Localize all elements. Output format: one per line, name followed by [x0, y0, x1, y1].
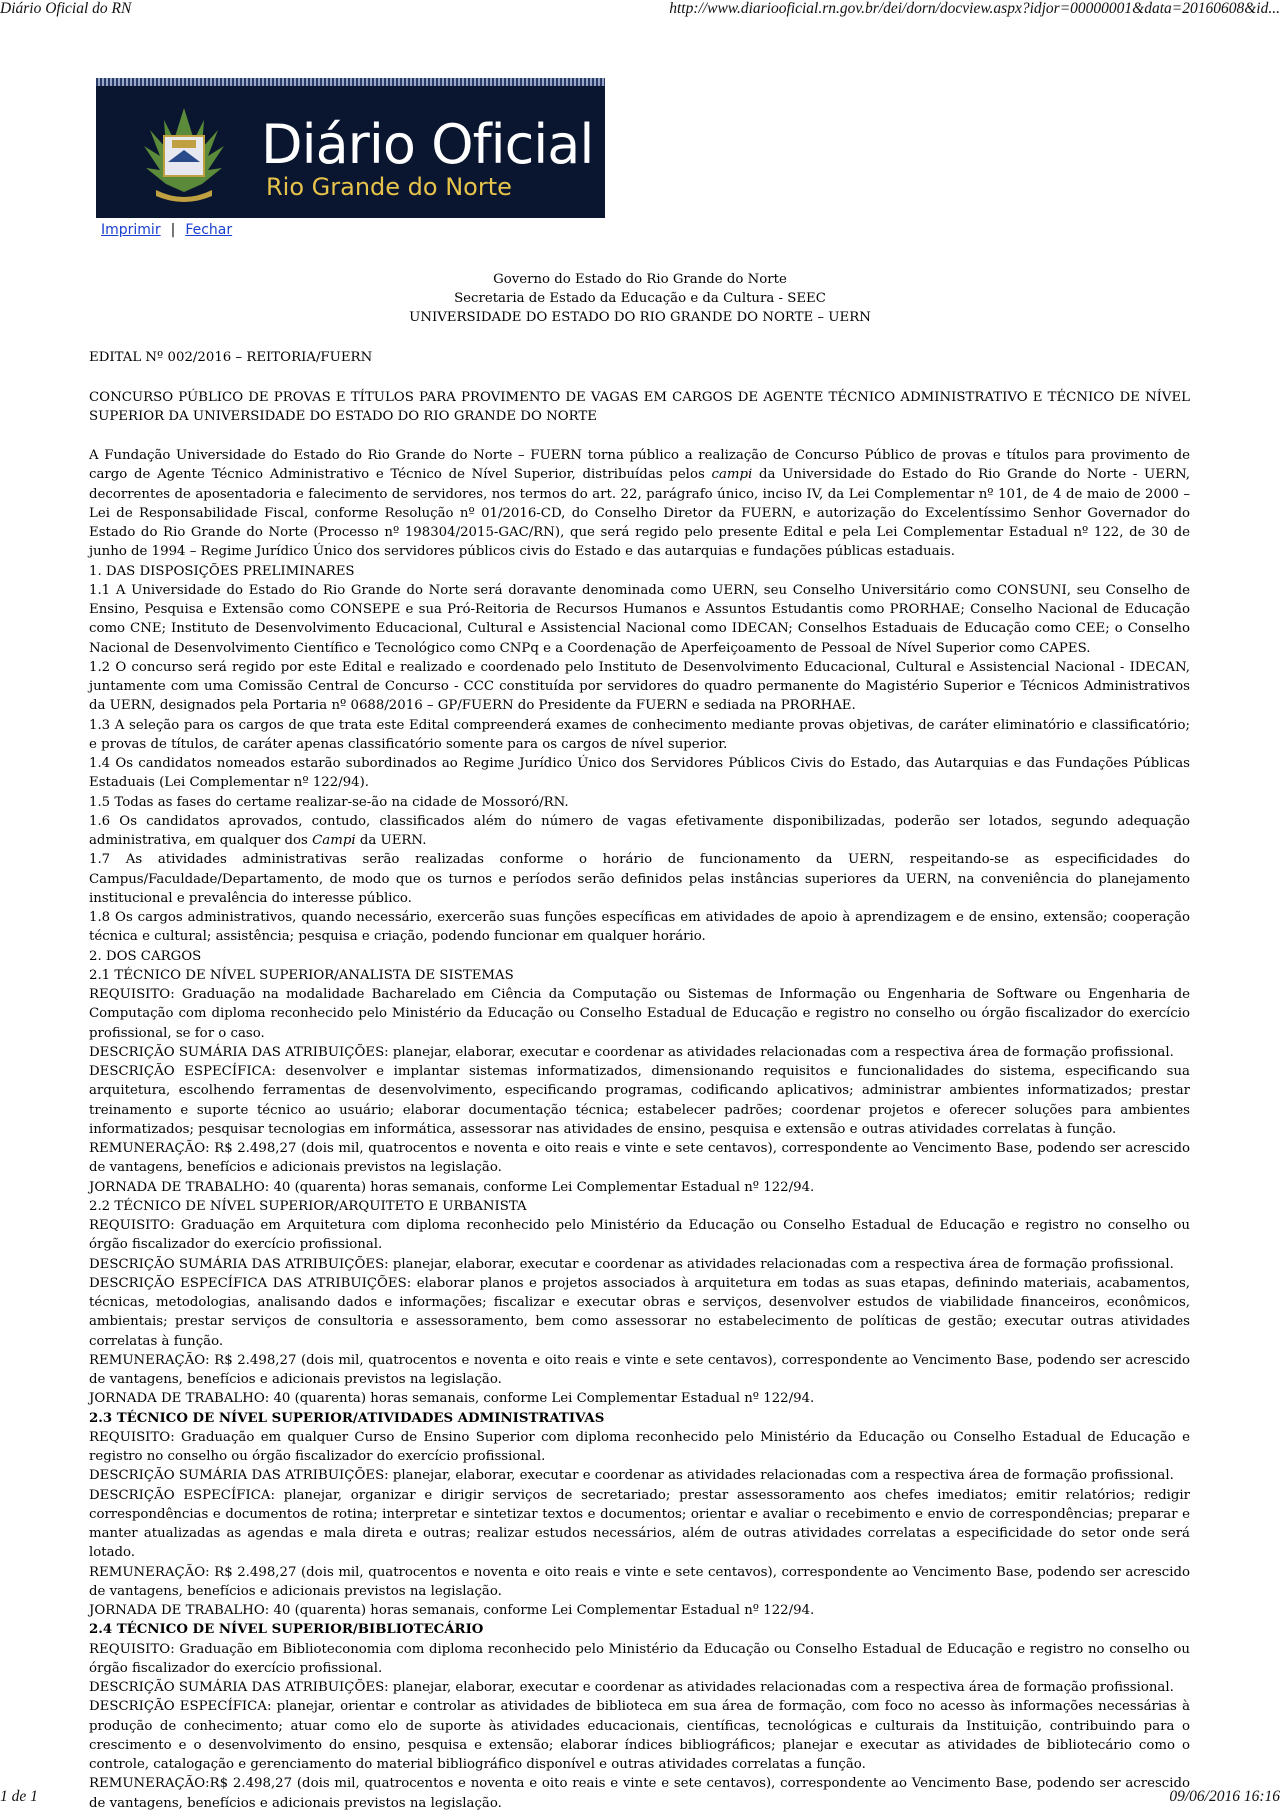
document-body: [89, 446, 1190, 1813]
print-header-title: Diário Oficial do RN: [0, 0, 132, 17]
cargo-2-4-requisito: REQUISITO: Graduação em Biblioteconomia com diploma reconhecido pelo Ministério da Educação ou Conselho Estadual de Educação e registro no conselho ou órgão fiscalizador do exercício profissional.: [89, 1641, 1190, 1676]
cargo-2-1-title: 2.1 TÉCNICO DE NÍVEL SUPERIOR/ANALISTA DE SISTEMAS: [89, 967, 514, 983]
cargo-2-2-requisito: REQUISITO: Graduação em Arquitetura com diploma reconhecido pelo Ministério da Educação ou Conselho Estadual de Educação e registro no conselho ou órgão fiscalizador do exercício profissional.: [89, 1218, 1190, 1253]
print-footer: [0, 1788, 1280, 1808]
edital-number: EDITAL Nº 002/2016 – REITORIA/FUERN: [89, 350, 373, 365]
header-university: UNIVERSIDADE DO ESTADO DO RIO GRANDE DO NORTE – UERN: [409, 310, 871, 325]
diario-oficial-banner: [96, 78, 605, 218]
banner-title: Diário Oficial: [261, 113, 594, 176]
cargo-2-3-requisito: REQUISITO: Graduação em qualquer Curso de Ensino Superior com diploma reconhecido pelo Ministério da Educação ou Conselho Estadual de Educação e registro no conselho ou órgão fiscalizador do exercício profissional.: [89, 1429, 1190, 1464]
cargo-2-3-title: 2.3 TÉCNICO DE NÍVEL SUPERIOR/ATIVIDADES ADMINISTRATIVAS: [89, 1410, 605, 1426]
state-crest-icon: [126, 100, 242, 210]
print-link[interactable]: Imprimir: [101, 222, 161, 238]
page-count: 1 de 1: [0, 1788, 38, 1805]
cargo-2-3-especifica: DESCRIÇÃO ESPECÍFICA: planejar, organizar e dirigir serviços de secretariado; prestar assessoramento aos chefes imediatos; emitir relatórios; redigir correspondências e documentos de rotina; interpretar e sintetizar textos e documentos; orientar e avaliar o recebimento e envio de correspondências; preparar e manter atualizadas as agendas e mala direta e outras; realizar estudos necessários, além de outras atividades correlatas a especificidade do setor onde será lotado.: [89, 1487, 1190, 1561]
print-header-url: http://www.diariooficial.rn.gov.br/dei/dorn/docview.aspx?idjor=00000001&data=20160608&id...: [669, 0, 1280, 17]
section2-title: 2. DOS CARGOS: [89, 948, 202, 964]
print-timestamp: 09/06/2016 16:16: [1169, 1788, 1280, 1805]
close-link[interactable]: Fechar: [185, 222, 233, 238]
top-nav: [101, 222, 232, 238]
document-header: [0, 270, 1280, 327]
cargo-2-4-sumaria: DESCRIÇÃO SUMÁRIA DAS ATRIBUIÇÕES: planejar, elaborar, executar e coordenar as atividades relacionadas com a respectiva área de formação profissional.: [89, 1680, 1174, 1695]
cargo-2-2-remuneracao: REMUNERAÇÃO: R$ 2.498,27 (dois mil, quatrocentos e noventa e oito reais e vinte e sete centavos), correspondente ao Vencimento Base, podendo ser acrescido de vantagens, benefícios e adicionais previstos na legislação.: [89, 1352, 1190, 1387]
item-1-6: 1.6 Os candidatos aprovados, contudo, classificados além do número de vagas efetivamente disponibilizadas, poderão ser lotados, segundo adequação administrativa, em qualquer dos Campi da UERN.: [89, 813, 1190, 848]
cargo-2-2-jornada: JORNADA DE TRABALHO: 40 (quarenta) horas semanais, conforme Lei Complementar Estadual nº 122/94.: [89, 1391, 815, 1407]
cargo-2-2-especifica: DESCRIÇÃO ESPECÍFICA DAS ATRIBUIÇÕES: elaborar planos e projetos associados à arquitetura em todas as suas etapas, definindo materiais, acabamentos, técnicas, metodologias, analisando dados e informações; fiscalizar e executar obras e serviços, desenvolver estudos de viabilidade financeiros, econômicos, ambientais; prestar serviços de consultoria e assessoramento, bem como assessorar no estabelecimento de políticas de gestão; executar outras atividades correlatas à função.: [89, 1275, 1190, 1349]
header-secretariat: Secretaria de Estado da Educação e da Cultura - SEEC: [454, 291, 826, 306]
item-1-2: 1.2 O concurso será regido por este Edital e realizado e coordenado pelo Instituto de Desenvolvimento Educacional, Cultural e Assistencial Nacional - IDECAN, juntamente com uma Comissão Central de Concurso - CCC constituída por servidores do quadro permanente do Magistério Superior e Técnicos Administrativos da UERN, designados pela Portaria nº 0688/2016 – GP/FUERN do Presidente da FUERN e sediada na PRORHAE.: [89, 659, 1190, 714]
item-1-3: 1.3 A seleção para os cargos de que trata este Edital compreenderá exames de conhecimento mediante provas objetivas, de caráter eliminatório e classificatório; e provas de títulos, de caráter apenas classificatório somente para os cargos de nível superior.: [89, 717, 1190, 752]
cargo-2-4-especifica: DESCRIÇÃO ESPECÍFICA: planejar, orientar e controlar as atividades de biblioteca em sua área de formação, com foco no acesso às informações necessárias à produção de conhecimento; atuar como elo de suporte às atividades educacionais, científicas, tecnológicas e culturais da Instituição, contribuindo para o crescimento e o desenvolvimento do ensino, pesquisa e extensão; elaborar índices bibliográficos; planejar e executar as atividades de bibliotecário como o controle, catalogação e gerenciamento do material bibliográfico disponível e outras atividades correlatas a função.: [89, 1699, 1190, 1772]
cargo-2-1-sumaria: DESCRIÇÃO SUMÁRIA DAS ATRIBUIÇÕES: planejar, elaborar, executar e coordenar as atividades relacionadas com a respectiva área de formação profissional.: [89, 1044, 1174, 1060]
header-government: Governo do Estado do Rio Grande do Norte: [493, 272, 787, 287]
cargo-2-1-jornada: JORNADA DE TRABALHO: 40 (quarenta) horas semanais, conforme Lei Complementar Estadual nº 122/94.: [89, 1179, 815, 1195]
item-1-1: 1.1 A Universidade do Estado do Rio Grande do Norte será doravante denominada como UERN, seu Conselho Universitário como CONSUNI, seu Conselho de Ensino, Pesquisa e Extensão como CONSEPE e sua Pró-Reitoria de Recursos Humanos e Assuntos Estudantis como PRORHAE; Conselho Nacional de Educação como CNE; Instituto de Desenvolvimento Educacional, Cultural e Assistencial Nacional como IDECAN; Conselhos Estaduais de Educação como CEE; o Conselho Nacional de Desenvolvimento Científico e Tecnológico como CNPq e a Coordenação de Aperfeiçoamento de Pessoal de Nível Superior como CAPES.: [89, 582, 1190, 656]
concurso-title: CONCURSO PÚBLICO DE PROVAS E TÍTULOS PARA PROVIMENTO DE VAGAS EM CARGOS DE AGENTE TÉCNICO ADMINISTRATIVO E TÉCNICO DE NÍVEL SUPERIOR DA UNIVERSIDADE DO ESTADO DO RIO GRANDE DO NORTE: [89, 390, 1190, 424]
cargo-2-2-title: 2.2 TÉCNICO DE NÍVEL SUPERIOR/ARQUITETO E URBANISTA: [89, 1198, 527, 1214]
banner-stripes: [96, 78, 605, 86]
item-1-5: 1.5 Todas as fases do certame realizar-se-ão na cidade de Mossoró/RN.: [89, 794, 569, 810]
cargo-2-2-sumaria: DESCRIÇÃO SUMÁRIA DAS ATRIBUIÇÕES: planejar, elaborar, executar e coordenar as atividades relacionadas com a respectiva área de formação profissional.: [89, 1256, 1174, 1272]
intro-paragraph: A Fundação Universidade do Estado do Rio Grande do Norte – FUERN torna público a realização de Concurso Público de provas e títulos para provimento de cargo de Agente Técnico Administrativo e Técnico de Nível Superior, distribuídas pelos campi da Universidade do Estado do Rio Grande do Norte - UERN, decorrentes de aposentadoria e falecimento de servidores, nos termos do art. 22, parágrafo único, inciso IV, da Lei Complementar nº 101, de 4 de maio de 2000 – Lei de Responsabilidade Fiscal, conforme Resolução nº 01/2016-CD, do Conselho Diretor da FUERN, e autorização do Excelentíssimo Senhor Governador do Estado do Rio Grande do Norte (Processo nº 198304/2015-GAC/RN), que será regido pelo presente Edital e pela Lei Complementar Estadual nº 122, de 30 de junho de 1994 – Regime Jurídico Único dos servidores públicos civis do Estado e das autarquias e fundações públicas estaduais.: [89, 448, 1190, 560]
cargo-2-3-remuneracao: REMUNERAÇÃO: R$ 2.498,27 (dois mil, quatrocentos e noventa e oito reais e vinte e sete centavos), correspondente ao Vencimento Base, podendo ser acrescido de vantagens, benefícios e adicionais previstos na legislação.: [89, 1564, 1190, 1599]
cargo-2-3-jornada: JORNADA DE TRABALHO: 40 (quarenta) horas semanais, conforme Lei Complementar Estadual nº 122/94.: [89, 1603, 815, 1618]
cargo-2-3-sumaria: DESCRIÇÃO SUMÁRIA DAS ATRIBUIÇÕES: planejar, elaborar, executar e coordenar as atividades relacionadas com a respectiva área de formação profissional.: [89, 1468, 1174, 1484]
cargo-2-4-title: 2.4 TÉCNICO DE NÍVEL SUPERIOR/BIBLIOTECÁRIO: [89, 1622, 484, 1638]
item-1-8: 1.8 Os cargos administrativos, quando necessário, exercerão suas funções específicas em atividades de apoio à aprendizagem e de ensino, extensão; cooperação técnica e cultural; assistência; pesquisa e criação, podendo funcionar em qualquer horário.: [89, 910, 1190, 945]
cargo-2-1-especifica: DESCRIÇÃO ESPECÍFICA: desenvolver e implantar sistemas informatizados, dimensionando requisitos e funcionalidades do sistema, especificando sua arquitetura, escolhendo ferramentas de desenvolvimento, especificando programas, codificando aplicativos; administrar ambientes informatizados; prestar treinamento e suporte técnico ao usuário; elaborar documentação técnica; estabelecer padrões; coordenar projetos e oferecer soluções para ambientes informatizados; pesquisar tecnologias em informática, assessorar nas atividades de ensino, pesquisa e extensão e outras atividades correlatas à função.: [89, 1064, 1190, 1137]
cargo-2-1-requisito: REQUISITO: Graduação na modalidade Bacharelado em Ciência da Computação ou Sistemas de Informação ou Engenharia de Software ou Engenharia de Computação com diploma reconhecido pelo Ministério da Educação ou Conselho Estadual de Educação e registro no conselho ou órgão fiscalizador do exercício profissional, se for o caso.: [89, 987, 1190, 1041]
banner-subtitle: Rio Grande do Norte: [266, 173, 512, 201]
cargo-2-4-remuneracao: REMUNERAÇÃO:R$ 2.498,27 (dois mil, quatrocentos e noventa e oito reais e vinte e sete centavos), correspondente ao Vencimento Base, podendo ser acrescido de vantagens, benefícios e adicionais previstos na legislação.: [89, 1776, 1190, 1811]
print-header: [0, 0, 1280, 20]
item-1-4: 1.4 Os candidatos nomeados estarão subordinados ao Regime Jurídico Único dos Servidores Públicos Civis do Estado, das Autarquias e das Fundações Públicas Estaduais (Lei Complementar nº 122/94).: [89, 756, 1190, 791]
cargo-2-1-remuneracao: REMUNERAÇÃO: R$ 2.498,27 (dois mil, quatrocentos e noventa e oito reais e vinte e sete centavos), correspondente ao Vencimento Base, podendo ser acrescido de vantagens, benefícios e adicionais previstos na legislação.: [89, 1141, 1190, 1176]
section1-title: 1. DAS DISPOSIÇÕES PRELIMINARES: [89, 563, 355, 579]
item-1-7: 1.7 As atividades administrativas serão realizadas conforme o horário de funcionamento da UERN, respeitando-se as especificidades do Campus/Faculdade/Departamento, de modo que os turnos e períodos serão definidos pelas instâncias superiores da UERN, na conveniência do planejamento institucional e prevalência do interesse público.: [89, 852, 1190, 906]
nav-separator: |: [170, 222, 176, 238]
